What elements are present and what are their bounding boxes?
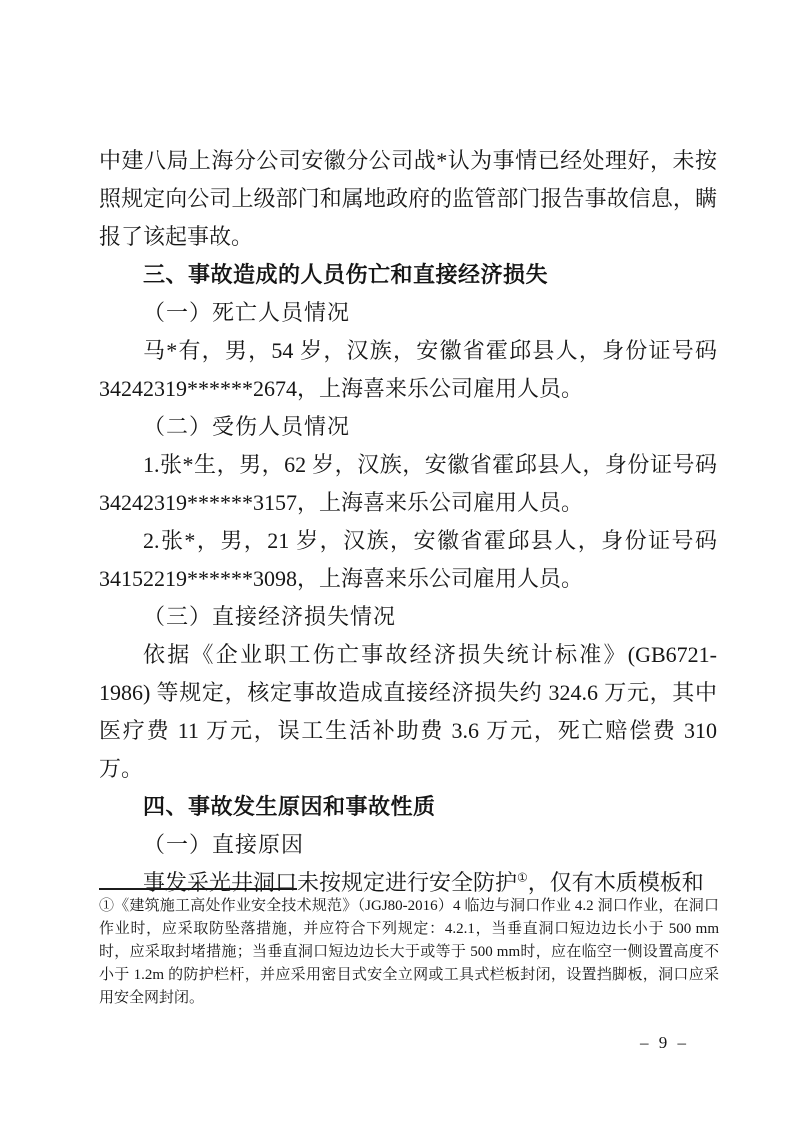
document-body: [99, 142, 717, 902]
footnote-reference: ①: [517, 870, 528, 885]
footnote: [99, 895, 719, 1010]
subsection-heading: （一）死亡人员情况: [143, 300, 351, 325]
paragraph: 依据《企业职工伤亡事故经济损失统计标准》(GB6721-1986) 等规定，核定事故造成直接经济损失约 324.6 万元，其中医疗费 11 万元，误工生活补助费 3.6 万元，死亡赔偿费 310 万。: [99, 642, 717, 781]
paragraph: 2.张*，男，21 岁，汉族，安徽省霍邱县人，身份证号码 34152219******3098，上海喜来乐公司雇用人员。: [99, 528, 717, 591]
subsection-heading: （三）直接经济损失情况: [143, 604, 397, 629]
section-heading: 三、事故造成的人员伤亡和直接经济损失: [143, 262, 549, 287]
section-heading: 四、事故发生原因和事故性质: [143, 794, 436, 819]
paragraph: 1.张*生，男，62 岁，汉族，安徽省霍邱县人，身份证号码 34242319******3157，上海喜来乐公司雇用人员。: [99, 452, 717, 515]
subsection-heading: （一）直接原因: [143, 832, 305, 857]
footnote-text: ①《建筑施工高处作业安全技术规范》（JGJ80-2016）4 临边与洞口作业 4.2 洞口作业，在洞口作业时，应采取防坠落措施，并应符合下列规定：4.2.1，当垂直洞口短边边长小于 500 mm时，应采取封堵措施；当垂直洞口短边边长大于或等于 500 mm时，应在临空一侧设置高度不小于 1.2m 的防护栏杆，并应采用密目式安全立网或工具式栏板封闭，设置挡脚板，洞口应采用安全网封闭。: [99, 898, 719, 1006]
paragraph: 马*有，男，54 岁，汉族，安徽省霍邱县人，身份证号码 34242319******2674，上海喜来乐公司雇用人员。: [99, 338, 717, 401]
paragraph: 中建八局上海分公司安徽分公司战*认为事情已经处理好，未按照规定向公司上级部门和属地政府的监管部门报告事故信息，瞒报了该起事故。: [99, 148, 717, 249]
footnote-separator: [99, 888, 297, 890]
paragraph-text: ，仅有木质模板和: [527, 870, 704, 895]
paragraph-text: 事发采光井洞口未按规定进行安全防护: [143, 870, 518, 895]
subsection-heading: （二）受伤人员情况: [143, 414, 351, 439]
page-number: – 9 –: [640, 1033, 689, 1052]
